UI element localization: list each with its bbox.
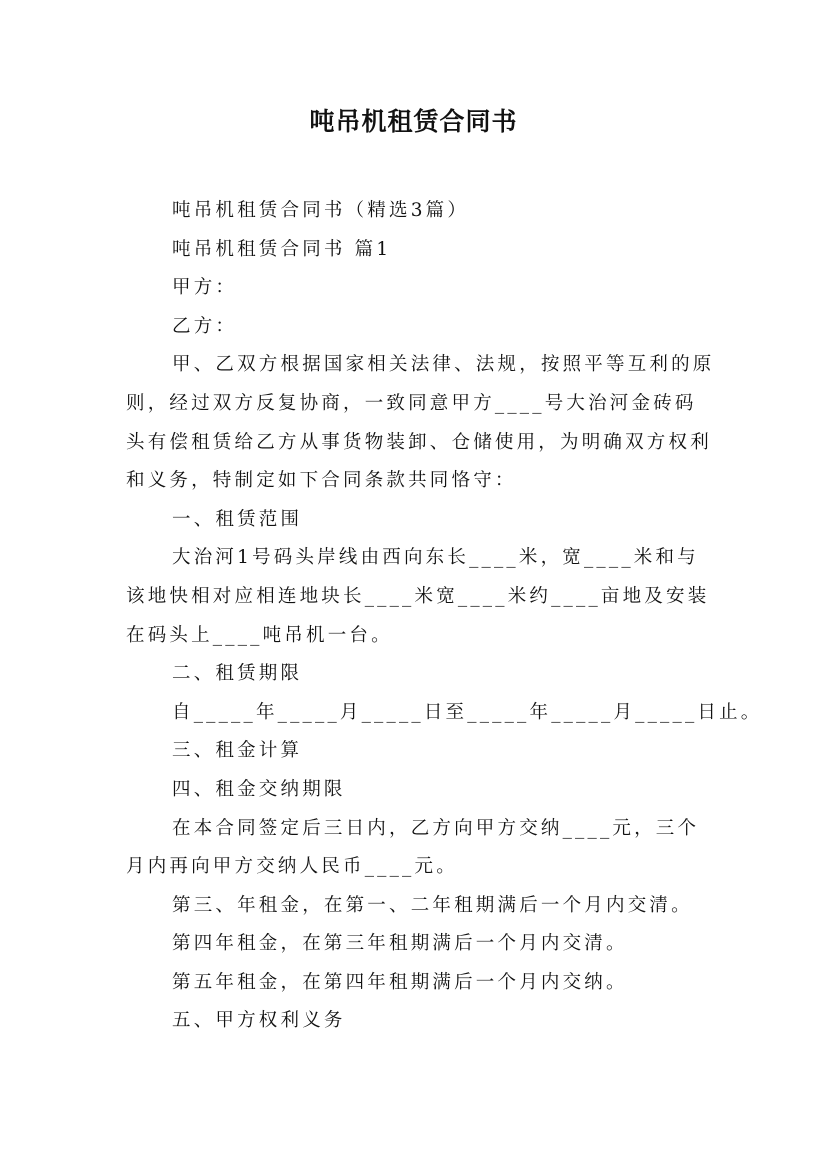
paragraph-payment: 在本合同签定后三日内，乙方向甲方交纳____元，三个月内再向甲方交纳人民币____元。 — [126, 817, 700, 878]
paragraph-rent-year-4: 第四年租金，在第三年租期满后一个月内交清。 — [172, 933, 628, 955]
clause-heading-scope: 一、租赁范围 — [172, 508, 303, 530]
paragraph-preamble: 甲、乙双方根据国家相关法律、法规，按照平等互利的原则，经过双方反复协商，一致同意甲方____号大治河金砖码头有偿租赁给乙方从事货物装卸、仓储使用，为明确双方权利和义务，特制定如下合同条款共同恪守： — [126, 354, 715, 492]
paragraph-term: 自_____年_____月_____日至_____年_____月_____日止。 — [172, 701, 763, 723]
paragraph-party-a: 甲方： — [172, 277, 238, 299]
paragraph-section-heading: 吨吊机租赁合同书 篇1 — [172, 238, 392, 260]
paragraph-scope: 大治河1号码头岸线由西向东长____米，宽____米和与该地快相对应相连地块长____米宽____米约____亩地及安装在码头上____吨吊机一台。 — [126, 547, 710, 646]
document-title: 吨吊机租赁合同书 — [309, 107, 518, 136]
paragraph-rent-year-5: 第五年租金，在第四年租期满后一个月内交纳。 — [172, 971, 628, 993]
clause-heading-party-a-rights: 五、甲方权利义务 — [172, 1010, 346, 1032]
clause-heading-payment-deadline: 四、租金交纳期限 — [172, 778, 346, 800]
clause-heading-rent-calculation: 三、租金计算 — [172, 740, 303, 762]
paragraph-rent-year-3: 第三、年租金，在第一、二年租期满后一个月内交清。 — [172, 894, 693, 916]
paragraph-subtitle: 吨吊机租赁合同书（精选3篇） — [172, 200, 470, 221]
document-body — [126, 192, 763, 1041]
paragraph-party-b: 乙方： — [172, 315, 238, 337]
clause-heading-term: 二、租赁期限 — [172, 663, 303, 685]
